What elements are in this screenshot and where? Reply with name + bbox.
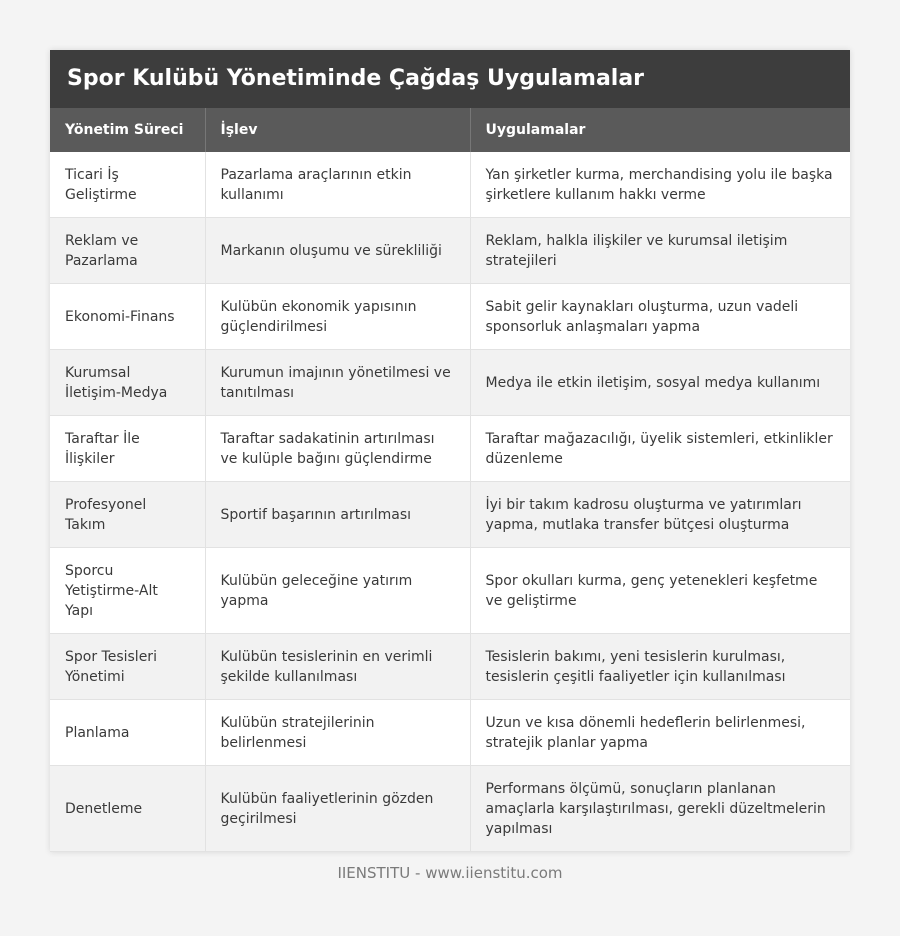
cell-process: Ticari İş Geliştirme (50, 152, 205, 218)
table-row (50, 284, 850, 350)
cell-function: Taraftar sadakatinin artırılması ve kulüple bağını güçlendirme (205, 416, 470, 482)
cell-applications: Uzun ve kısa dönemli hedeflerin belirlenmesi, stratejik planlar yapma (470, 700, 850, 766)
cell-function: Kulübün stratejilerinin belirlenmesi (205, 700, 470, 766)
table-row (50, 634, 850, 700)
header-row (50, 108, 850, 152)
cell-function: Pazarlama araçlarının etkin kullanımı (205, 152, 470, 218)
cell-applications: İyi bir takım kadrosu oluşturma ve yatırımları yapma, mutlaka transfer bütçesi oluşturma (470, 482, 850, 548)
cell-process: Profesyonel Takım (50, 482, 205, 548)
cell-applications: Reklam, halkla ilişkiler ve kurumsal iletişim stratejileri (470, 218, 850, 284)
cell-process: Denetleme (50, 766, 205, 852)
cell-applications: Tesislerin bakımı, yeni tesislerin kurulması, tesislerin çeşitli faaliyetler için kullanılması (470, 634, 850, 700)
cell-applications: Performans ölçümü, sonuçların planlanan amaçlarla karşılaştırılması, gerekli düzeltmelerin yapılması (470, 766, 850, 852)
cell-applications: Sabit gelir kaynakları oluşturma, uzun vadeli sponsorluk anlaşmaları yapma (470, 284, 850, 350)
table-row (50, 548, 850, 634)
table-row (50, 766, 850, 852)
cell-process: Spor Tesisleri Yönetimi (50, 634, 205, 700)
table-row (50, 416, 850, 482)
table-row (50, 700, 850, 766)
table-header (50, 108, 850, 152)
cell-process: Reklam ve Pazarlama (50, 218, 205, 284)
cell-process: Kurumsal İletişim-Medya (50, 350, 205, 416)
cell-process: Planlama (50, 700, 205, 766)
cell-function: Sportif başarının artırılması (205, 482, 470, 548)
cell-process: Sporcu Yetiştirme-Alt Yapı (50, 548, 205, 634)
cell-function: Kulübün tesislerinin en verimli şekilde kullanılması (205, 634, 470, 700)
table-body (50, 152, 850, 852)
cell-applications: Taraftar mağazacılığı, üyelik sistemleri, etkinlikler düzenleme (470, 416, 850, 482)
table-row (50, 350, 850, 416)
table-row (50, 218, 850, 284)
column-header-uygulamalar: Uygulamalar (470, 108, 850, 152)
table-row (50, 152, 850, 218)
cell-applications: Spor okulları kurma, genç yetenekleri keşfetme ve geliştirme (470, 548, 850, 634)
cell-function: Kulübün geleceğine yatırım yapma (205, 548, 470, 634)
footer-credit: IIENSTITU - www.iienstitu.com (337, 864, 563, 882)
cell-function: Kulübün faaliyetlerinin gözden geçirilmesi (205, 766, 470, 852)
cell-function: Kulübün ekonomik yapısının güçlendirilmesi (205, 284, 470, 350)
column-header-yonetim-sureci: Yönetim Süreci (50, 108, 205, 152)
table-title: Spor Kulübü Yönetiminde Çağdaş Uygulamalar (50, 50, 850, 108)
cell-function: Markanın oluşumu ve sürekliliği (205, 218, 470, 284)
column-header-islev: İşlev (205, 108, 470, 152)
cell-applications: Medya ile etkin iletişim, sosyal medya kullanımı (470, 350, 850, 416)
cell-applications: Yan şirketler kurma, merchandising yolu ile başka şirketlere kullanım hakkı verme (470, 152, 850, 218)
table-row (50, 482, 850, 548)
cell-process: Ekonomi-Finans (50, 284, 205, 350)
cell-function: Kurumun imajının yönetilmesi ve tanıtılması (205, 350, 470, 416)
data-table (50, 108, 850, 852)
table-card (50, 50, 850, 852)
cell-process: Taraftar İle İlişkiler (50, 416, 205, 482)
